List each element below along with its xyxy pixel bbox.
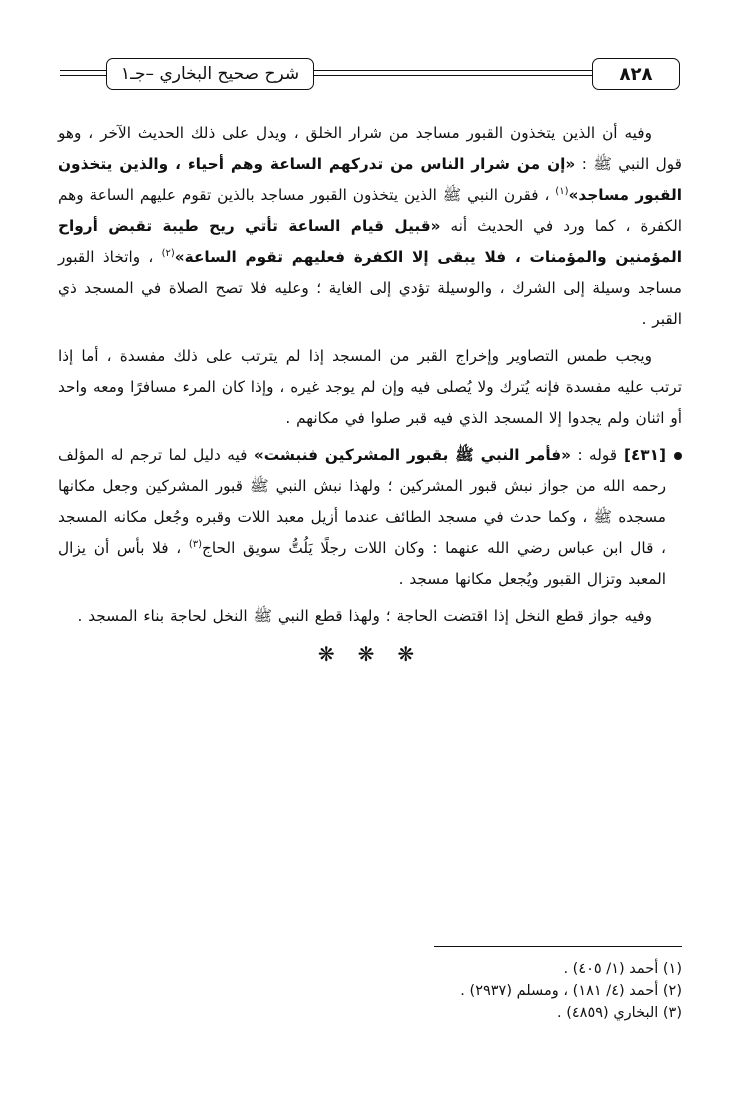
footnote-3: (٣) البخاري (٤٨٥٩) . [557, 1005, 682, 1021]
footnote-ref: (٣) [188, 538, 203, 550]
paragraph-4: وفيه جواز قطع النخل إذا اقتضت الحاجة ؛ ولهذا قطع النبي ﷺ النخل لحاجة بناء المسجد . [77, 607, 652, 625]
text: ، واتخاذ القبور مساجد وسيلة إلى الشرك ، والوسيلة تؤدي إلى الغاية ؛ وعليه فلا تصح الصلاة في المسجد ذي القبر . [58, 248, 682, 328]
hadith-quote: «فأمر النبي ﷺ بقبور المشركين فنبشت» [253, 446, 572, 464]
footnote-ref: (٢) [161, 247, 175, 259]
text: قوله : [571, 446, 618, 464]
text: ، فلا بأس أن يزال المعبد وتزال القبور ويُجعل مكانها مسجد . [58, 539, 666, 588]
page-body [58, 118, 682, 666]
hadith-quote: «إن من شرار الناس من تدركهم الساعة وهم أحياء ، والذين يتخذون القبور مساجد» [58, 155, 682, 204]
paragraph-2: ويجب طمس التصاوير وإخراج القبر من المسجد إذا لم يترتب على ذلك مفسدة ، أما إذا ترتب عليه مفسدة فإنه يُترك ولا يُصلى فيه وإن لم يوجد غيره ، وإذا كان المرء مسافرًا ومعه واحد أو اثنان ولم يجدوا إلا المسجد الذي فيه قبر صلوا في مكانهم . [58, 347, 682, 427]
hadith-number: [٤٣١] [617, 446, 666, 464]
footnote-rule [434, 946, 682, 947]
footnote-ref: (١) [555, 185, 569, 197]
text: وفيه أن الذين يتخذون القبور مساجد من شرار الخلق ، ويدل على ذلك الحديث الآخر ، وهو قول النبي ﷺ : [58, 124, 682, 173]
hadith-quote: «قبيل قيام الساعة تأتي ريح طيبة تقبض أرواح المؤمنين والمؤمنات ، فلا يبقى إلا الكفرة فعليهم تقوم الساعة» [58, 217, 682, 266]
footnotes [122, 958, 682, 1024]
page-header [60, 58, 680, 92]
paragraph-1 [58, 118, 682, 335]
text: فيه دليل لما ترجم له المؤلف رحمه الله من جواز نبش قبور المشركين ؛ ولهذا نبش النبي ﷺ قبور المشركين وجعل مكانها مسجده ﷺ ، وكما حدث في مسجد الطائف عندما أزيل معبد اللات وقبره وجُعل مكانه المسجد ، قال ابن عباس رضي الله عنهما : وكان اللات رجلًا يَلُتُّ سويق الحاج [58, 446, 666, 557]
page-number: ٨٢٨ [592, 58, 680, 90]
section-separator: ❋ ❋ ❋ [317, 642, 423, 666]
paragraph-3 [58, 440, 682, 595]
footnote-2: (٢) أحمد (٤/ ١٨١) ، ومسلم (٢٩٣٧) . [460, 983, 682, 999]
footnote-1: (١) أحمد (١/ ٤٠٥) . [563, 961, 682, 977]
bullet-icon [674, 452, 682, 460]
book-title: شرح صحيح البخاري –جـ١ [106, 58, 314, 90]
text: ، فقرن النبي ﷺ الذين يتخذون القبور مساجد بالذين تقوم عليهم الساعة وهم الكفرة ، كما ورد في الحديث أنه [58, 186, 682, 235]
